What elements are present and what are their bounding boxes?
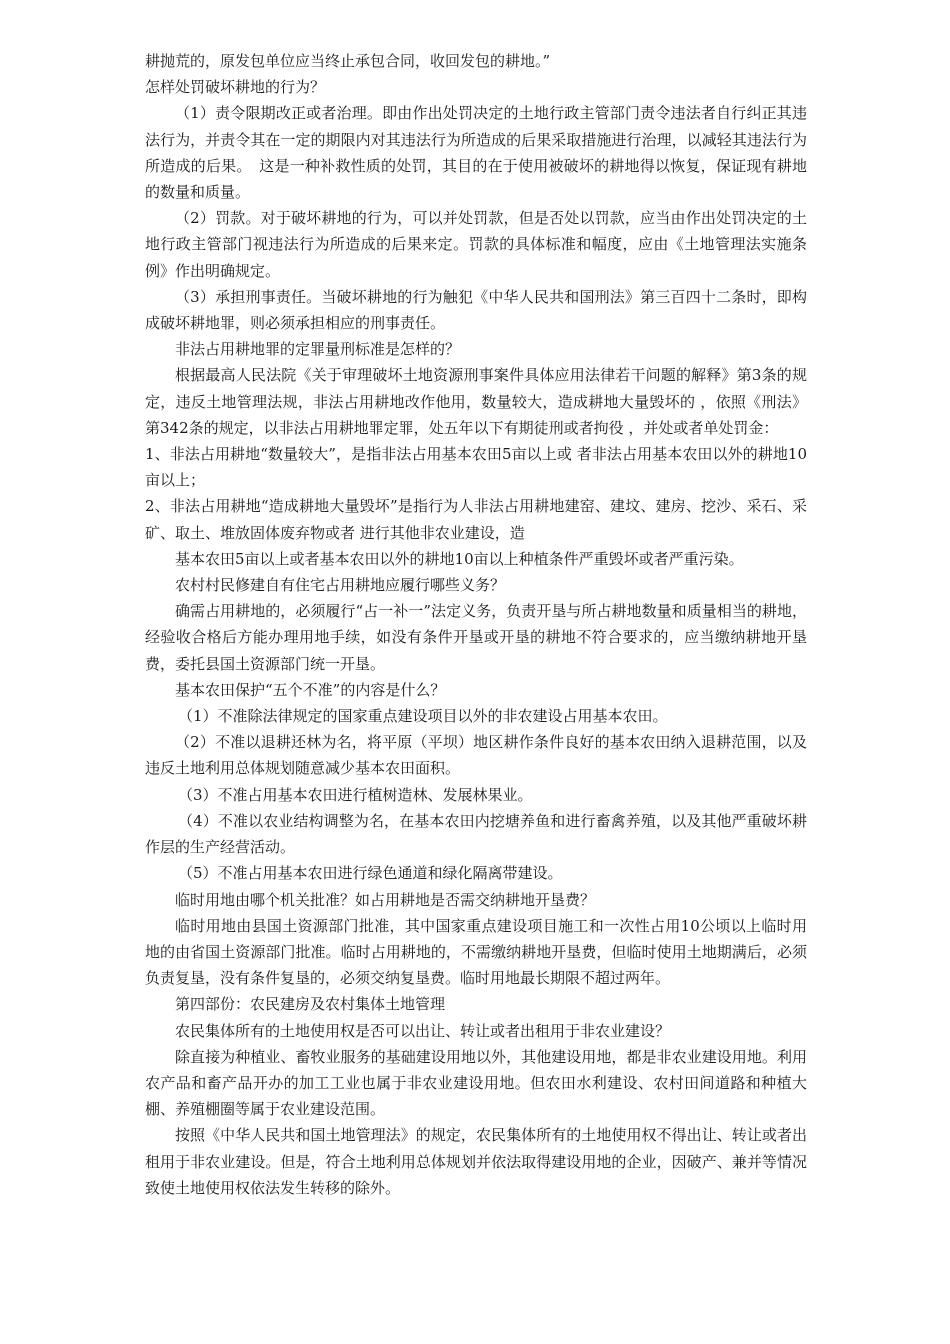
section-question: 农民集体所有的土地使用权是否可以出让、转让或者出租用于非农业建设？ [175, 1021, 671, 1040]
section-question: 临时用地由哪个机关批准？如占用耕地是否需交纳耕地开垦费？ [175, 890, 596, 909]
list-item: （2）不准以退耕还林为名，将平原（平坝）地区耕作条件良好的基本农田纳入退耕范围，以及违反土地利用总体规划随意减少基本农田面积。 [145, 733, 807, 778]
paragraph: （3）承担刑事责任。当破坏耕地的行为触犯《中华人民共和国刑法》第三百四十二条时，即构成破坏耕地罪，则必须承担相应的刑事责任。 [145, 287, 807, 333]
paragraph: （2）罚款。对于破坏耕地的行为，可以并处罚款，但是否处以罚款，应当由作出处罚决定的土地行政主管部门视违法行为所造成的后果来定。罚款的具体标准和幅度，应由《土地管理法实施条例》作出明确规定。 [145, 209, 807, 280]
document-body [145, 48, 807, 1201]
paragraph: 耕抛荒的，原发包单位应当终止承包合同，收回发包的耕地。” [145, 52, 551, 70]
section-question: 非法占用耕地罪的定罪量刑标准是怎样的？ [175, 340, 461, 359]
list-item: （5）不准占用基本农田进行绿色通道和绿化隔离带建设。 [178, 864, 563, 883]
list-item: （1）不准除法律规定的国家重点建设项目以外的非农建设占用基本农田。 [178, 707, 668, 726]
paragraph: 按照《中华人民共和国土地管理法》的规定，农民集体所有的土地使用权不得出让、转让或者出租用于非农业建设。但是，符合土地利用总体规划并依法取得建设用地的企业，因破产、兼并等情况致使土地使用权依法发生转移的除外。 [145, 1126, 807, 1197]
list-item: 2、非法占用耕地“造成耕地大量毁坏”是指行为人非法占用耕地建窑、建坟、建房、挖沙、采石、采矿、取土、堆放固体废弃物或者 进行其他非农业建设，造 [145, 497, 807, 542]
section-heading: 第四部份：农民建房及农村集体土地管理 [175, 995, 446, 1014]
list-item: （4）不准以农业结构调整为名，在基本农田内挖塘养鱼和进行畜禽养殖，以及其他严重破坏耕作层的生产经营活动。 [145, 811, 807, 857]
list-item: （3）不准占用基本农田进行植树造林、发展林果业。 [178, 785, 533, 804]
section-question: 农村村民修建自有住宅占用耕地应履行哪些义务？ [175, 576, 506, 595]
section-question: 基本农田保护“五个不准”的内容是什么？ [175, 680, 446, 699]
paragraph: 除直接为种植业、畜牧业服务的基础建设用地以外，其他建设用地，都是非农业建设用地。利用农产品和畜产品开办的加工工业也属于非农业建设用地。但农田水利建设、农村田间道路和种植大棚、养殖棚圈等属于农业建设范围。 [145, 1047, 807, 1119]
paragraph: 临时用地由县国土资源部门批准，其中国家重点建设项目施工和一次性占用10公顷以上临时用地的由省国土资源部门批准。临时占用耕地的，不需缴纳耕地开垦费，但临时使用土地期满后，必须负责复垦，没有条件复垦的，必须交纳复垦费。临时用地最长期限不超过两年。 [145, 916, 807, 988]
list-item: 1、非法占用耕地“数量较大”，是指非法占用基本农田5亩以上或 者非法占用基本农田以外的耕地10亩以上； [145, 445, 807, 490]
paragraph: 基本农田5亩以上或者基本农田以外的耕地10亩以上种植条件严重毁坏或者严重污染。 [175, 549, 744, 568]
paragraph: 根据最高人民法院《关于审理破坏土地资源刑事案件具体应用法律若干问题的解释》第3条的规定，违反土地管理法规，非法占用耕地改作他用，数量较大，造成耕地大量毁坏的 ，依照《刑法》第342条的规定，以非法占用耕地罪定罪，处五年以下有期徒刑或者拘役 ，并处或者单处罚金： [145, 366, 807, 437]
section-question: 怎样处罚破坏耕地的行为？ [145, 78, 326, 97]
paragraph: 确需占用耕地的，必须履行“占一补一”法定义务，负责开垦与所占耕地数量和质量相当的耕地，经验收合格后方能办理用地手续，如没有条件开垦或开垦的耕地不符合要求的，应当缴纳耕地开垦费，委托县国土资源部门统一开垦。 [145, 602, 807, 673]
paragraph: （1）责令限期改正或者治理。即由作出处罚决定的土地行政主管部门责令违法者自行纠正其违法行为，并责令其在一定的期限内对其违法行为所造成的后果采取措施进行治理，以减轻其违法行为所造成的后果。 这是一种补救性质的处罚，其目的在于使用被破坏的耕地得以恢复，保证现有耕地的数量和质量。 [145, 104, 807, 202]
